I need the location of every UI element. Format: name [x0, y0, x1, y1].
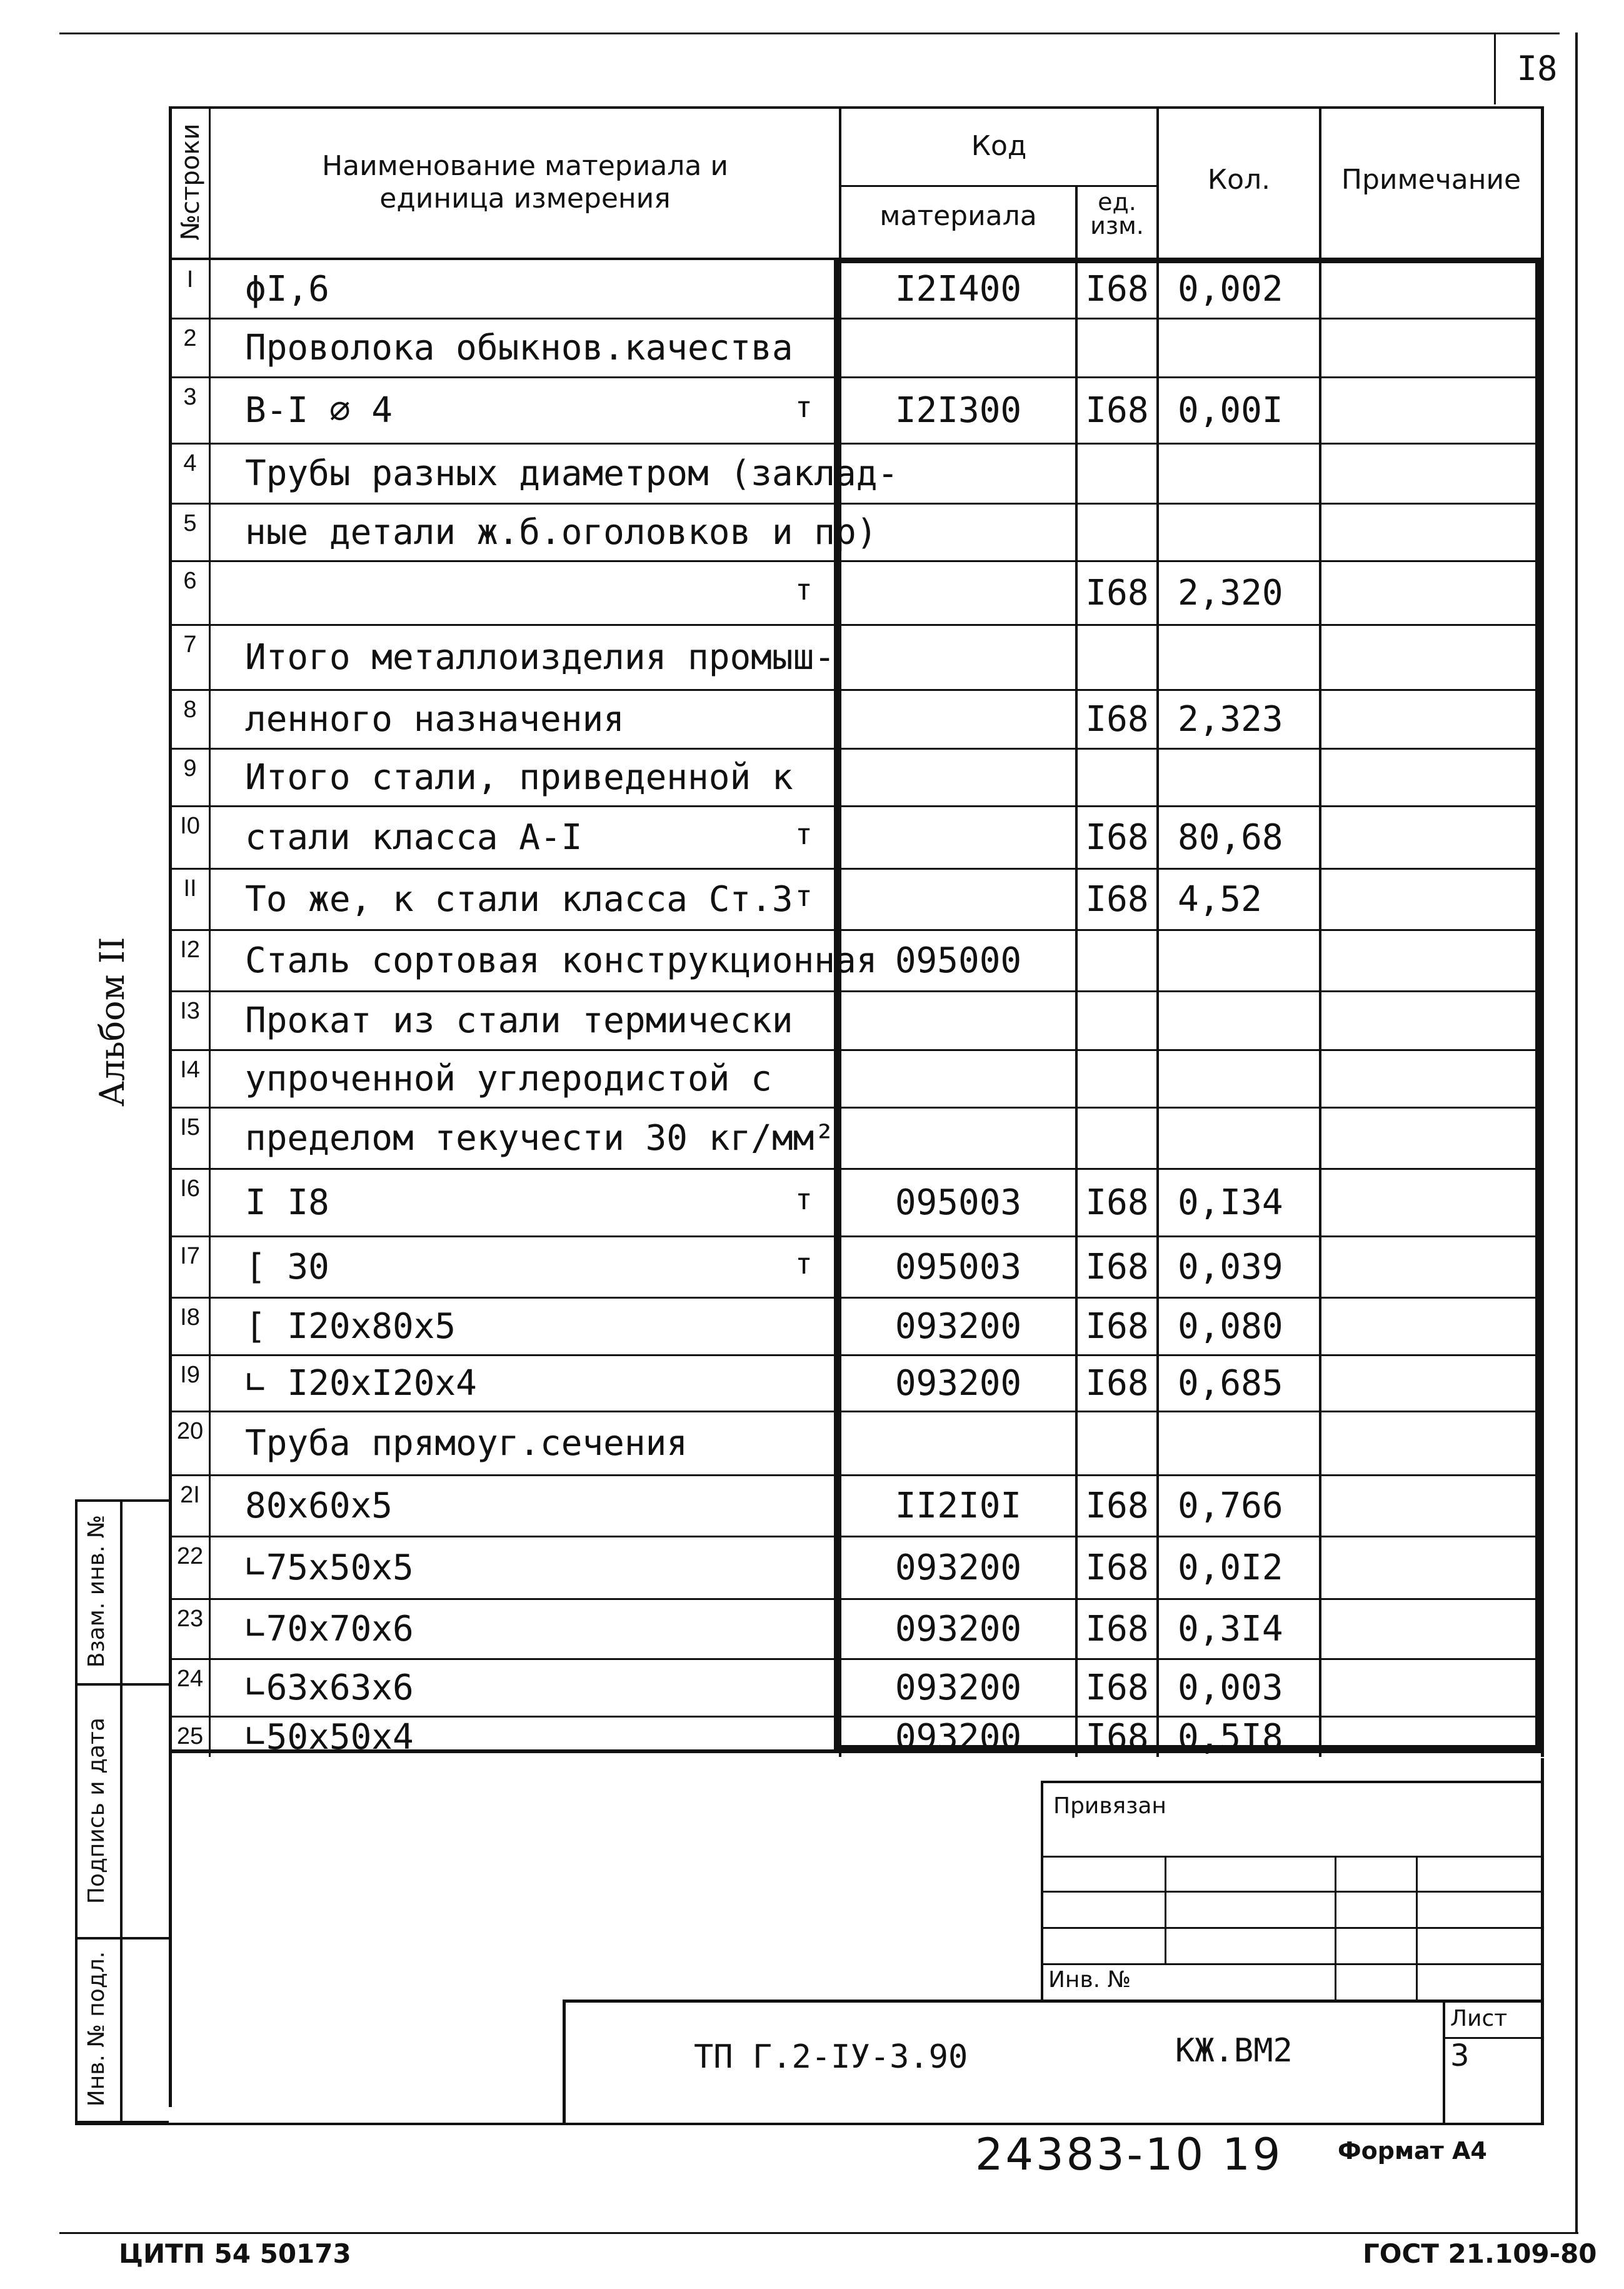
row-number: I5 [180, 1114, 200, 1140]
title-block [563, 2000, 1544, 2125]
row-qty: 0,I34 [1178, 1182, 1283, 1223]
row-unit-t: т [795, 1247, 813, 1280]
row-number: 24 [176, 1666, 204, 1692]
row-name: Прокат из стали термически [245, 1000, 793, 1041]
row-unit-t: т [795, 573, 813, 606]
row-code: 093200 [895, 1609, 1022, 1649]
row-qty: 2,320 [1178, 573, 1283, 613]
row-number: I6 [180, 1175, 200, 1202]
row-qty: 80,68 [1178, 817, 1283, 858]
row-qty: 0,0I2 [1178, 1547, 1283, 1588]
material-table [169, 106, 1544, 1758]
doc-code: ТП Г.2-IУ-3.90 [694, 2038, 968, 2076]
handwritten-number: 24383-10 19 [975, 2129, 1283, 2180]
row-unit: I68 [1085, 817, 1149, 858]
table-row [169, 1476, 1544, 1537]
bottom-left-code: ЦИТП 54 50173 [119, 2238, 351, 2269]
row-qty: 4,52 [1178, 879, 1262, 920]
row-number: I2 [180, 937, 200, 963]
row-number: 7 [183, 631, 197, 658]
row-qty: 0,00I [1178, 390, 1283, 431]
row-name: I I8 [245, 1182, 329, 1223]
table-row [169, 1169, 1544, 1237]
row-name: ∟ I20xI20x4 [245, 1363, 477, 1404]
vzam-inv-label: Взам. инв. № [84, 1514, 109, 1668]
row-number: 22 [176, 1543, 204, 1569]
row-unit: I68 [1085, 1486, 1149, 1526]
row-code: 095003 [895, 1247, 1022, 1287]
row-number: I7 [180, 1243, 200, 1269]
row-unit: I68 [1085, 1717, 1149, 1758]
row-number: 6 [183, 568, 197, 594]
table-row [169, 1356, 1544, 1412]
sheet-number: I8 [1516, 49, 1558, 88]
header-code: Код [971, 130, 1027, 162]
row-name: Сталь сортовая конструкционная [245, 940, 878, 981]
table-row [169, 260, 1544, 319]
table-row [169, 504, 1544, 561]
row-number: 4 [183, 450, 197, 476]
table-row [169, 444, 1544, 504]
row-number: 23 [176, 1606, 204, 1632]
album-label: Альбом II [93, 937, 132, 1107]
inv-no-label: Инв. № [1048, 1967, 1131, 1993]
row-number: I3 [180, 998, 200, 1024]
row-qty: 0,5I8 [1178, 1717, 1283, 1758]
table-row [169, 1412, 1544, 1476]
row-qty: 0,003 [1178, 1668, 1283, 1708]
row-number: I8 [180, 1304, 200, 1331]
row-unit-t: т [795, 879, 813, 913]
row-number: 25 [176, 1723, 204, 1749]
row-number: 5 [183, 510, 197, 536]
bottom-rule [59, 2232, 1578, 2234]
row-name: [ I20x80x5 [245, 1306, 456, 1347]
sheet-no-box-left [1494, 33, 1496, 104]
table-row [169, 930, 1544, 992]
row-qty: 0,3I4 [1178, 1609, 1283, 1649]
row-code: 093200 [895, 1547, 1022, 1588]
row-unit: I68 [1085, 1668, 1149, 1708]
row-qty: 0,039 [1178, 1247, 1283, 1287]
row-number: 2I [180, 1482, 200, 1508]
gost-label: ГОСТ 21.109-80 [1363, 2238, 1597, 2269]
row-code: 093200 [895, 1363, 1022, 1404]
row-number: 9 [183, 755, 197, 782]
table-row [169, 561, 1544, 625]
row-name: Проволока обыкнов.качества [245, 328, 793, 368]
list-value: 3 [1450, 2038, 1470, 2073]
row-number: 20 [176, 1418, 204, 1444]
row-name: Труба прямоуг.сечения [245, 1423, 688, 1464]
row-code: I2I400 [895, 269, 1022, 309]
right-border [1575, 33, 1578, 2233]
list-label: Лист [1450, 2006, 1508, 2031]
row-code: 095003 [895, 1182, 1022, 1223]
table-row [169, 1237, 1544, 1298]
row-name: упроченной углеродистой с [245, 1059, 772, 1099]
row-qty: 0,080 [1178, 1306, 1283, 1347]
row-qty: 0,002 [1178, 269, 1283, 309]
row-unit: I68 [1085, 699, 1149, 740]
table-row [169, 1717, 1544, 1758]
row-name: B-I ∅ 4 [245, 390, 393, 431]
row-name: ленного назначения [245, 699, 624, 740]
row-number: I9 [180, 1362, 200, 1388]
row-unit: I68 [1085, 1306, 1149, 1347]
table-row [169, 1298, 1544, 1356]
row-unit: I68 [1085, 269, 1149, 309]
row-name: Итого стали, приведенной к [245, 757, 793, 798]
table-row [169, 1050, 1544, 1108]
podpis-data-label: Подпись и дата [84, 1717, 109, 1904]
row-number: 2 [183, 325, 197, 351]
table-row [169, 749, 1544, 807]
row-name: Трубы разных диаметром (заклад- [245, 453, 899, 494]
row-unit-t: т [795, 1182, 813, 1216]
header-material: материала [880, 200, 1037, 232]
row-unit: I68 [1085, 1363, 1149, 1404]
header-note: Примечание [1341, 164, 1521, 196]
row-number: I [186, 266, 194, 293]
top-border [59, 33, 1560, 34]
row-name: Итого металлоизделия промыш- [245, 637, 836, 678]
row-code: 093200 [895, 1668, 1022, 1708]
row-unit: I68 [1085, 1609, 1149, 1649]
side-stamp [75, 1499, 169, 2125]
header-row-no: №строки [176, 123, 205, 241]
row-qty: 0,685 [1178, 1363, 1283, 1404]
row-unit: I68 [1085, 879, 1149, 920]
row-unit-t: т [795, 390, 813, 424]
header-unit: ед. изм. [1090, 188, 1144, 239]
table-row [169, 1659, 1544, 1717]
row-name: ∟50x50x4 [245, 1717, 414, 1758]
row-unit: I68 [1085, 390, 1149, 431]
row-number: I0 [180, 813, 200, 839]
table-row [169, 992, 1544, 1050]
table-row [169, 378, 1544, 444]
inv-podl-label: Инв. № подл. [84, 1951, 109, 2107]
doc-mark: КЖ.ВМ2 [1175, 2032, 1293, 2070]
row-code: 095000 [895, 940, 1022, 981]
row-name: ∟75x50x5 [245, 1547, 414, 1588]
row-qty: 0,766 [1178, 1486, 1283, 1526]
table-row [169, 1599, 1544, 1659]
row-name: ∟70x70x6 [245, 1609, 414, 1649]
row-number: 8 [183, 697, 197, 723]
header-name: Наименование материала и единица измерения [322, 150, 728, 214]
row-unit: I68 [1085, 1547, 1149, 1588]
row-unit: I68 [1085, 1247, 1149, 1287]
row-code: 093200 [895, 1717, 1022, 1758]
row-unit: I68 [1085, 1182, 1149, 1223]
row-name: ные детали ж.б.оголовков и пр) [245, 512, 878, 553]
privyazan-block [1041, 1781, 1541, 2000]
table-row [169, 869, 1544, 930]
row-name: ∟63x63x6 [245, 1668, 414, 1708]
row-name: стали класса А-I [245, 817, 583, 858]
row-unit: I68 [1085, 573, 1149, 613]
row-name: пределом текучести 30 кг/мм² [245, 1118, 836, 1159]
row-number: 3 [183, 384, 197, 410]
table-row [169, 319, 1544, 378]
row-name: ϕI,6 [245, 269, 329, 309]
table-row [169, 1108, 1544, 1169]
row-name: 80x60x5 [245, 1486, 393, 1526]
table-row [169, 807, 1544, 869]
table-row [169, 1537, 1544, 1599]
table-row [169, 690, 1544, 749]
row-unit-t: т [795, 817, 813, 851]
format-label: Формат А4 [1338, 2137, 1487, 2165]
table-row [169, 625, 1544, 690]
row-code: 093200 [895, 1306, 1022, 1347]
row-number: I4 [180, 1057, 200, 1083]
header-qty: Кол. [1207, 164, 1271, 196]
row-code: II2I0I [895, 1486, 1022, 1526]
row-name: [ 30 [245, 1247, 329, 1287]
privyazan-label: Привязан [1053, 1793, 1166, 1819]
row-number: II [183, 875, 197, 902]
row-code: I2I300 [895, 390, 1022, 431]
row-qty: 2,323 [1178, 699, 1283, 740]
row-name: То же, к стали класса Ст.3 [245, 879, 793, 920]
